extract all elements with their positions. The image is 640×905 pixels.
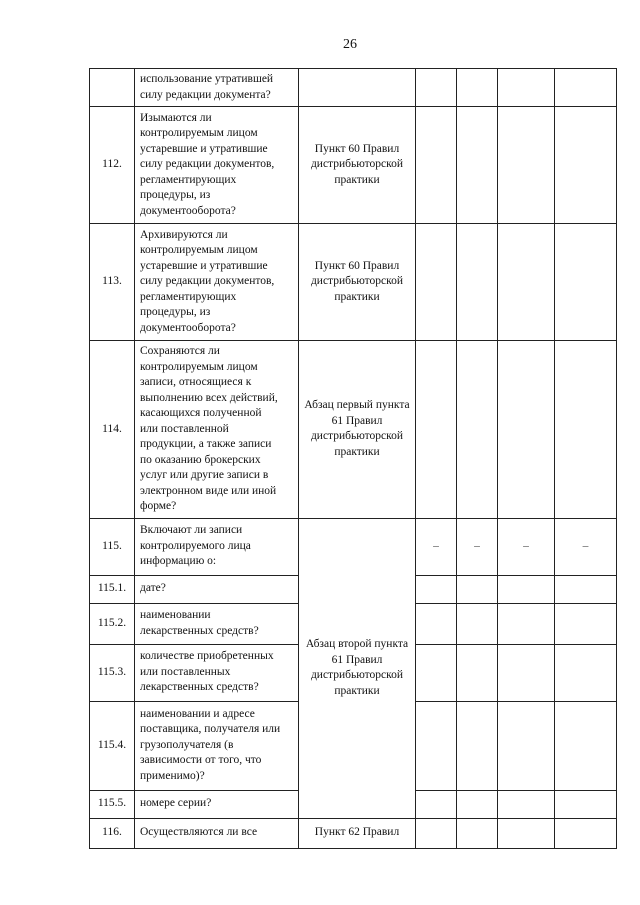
answer-na-cell[interactable] — [498, 341, 555, 519]
answer-na-cell[interactable] — [498, 603, 555, 644]
answer-yes-cell[interactable] — [416, 818, 457, 848]
question-cell: наименовании и адресе поставщика, получателя или грузополучателя (в зависимости от того, что применимо)? — [135, 701, 299, 790]
answer-note-cell[interactable] — [555, 644, 617, 701]
answer-no-cell[interactable] — [457, 818, 498, 848]
row-number: 116. — [90, 818, 135, 848]
table-row — [90, 818, 617, 848]
table-row — [90, 341, 617, 519]
table-row — [90, 224, 617, 341]
answer-yes-cell[interactable] — [416, 224, 457, 341]
reference-cell: Абзац второй пункта 61 Правил дистрибьюторской практики — [299, 518, 416, 818]
reference-cell: Пункт 60 Правил дистрибьюторской практики — [299, 224, 416, 341]
reference-cell: Пункт 60 Правил дистрибьюторской практики — [299, 107, 416, 224]
question-cell: Изымаются ли контролируемым лицом устаревшие и утратившие силу редакции документов, регламентирующих процедуры, из документооборота? — [135, 107, 299, 224]
answer-no-cell[interactable] — [457, 107, 498, 224]
answer-na-cell[interactable] — [498, 701, 555, 790]
answer-note-cell: – — [555, 518, 617, 575]
row-number: 115.1. — [90, 575, 135, 603]
question-cell: Включают ли записи контролируемого лица информацию о: — [135, 518, 299, 575]
answer-na-cell[interactable] — [498, 644, 555, 701]
answer-yes-cell[interactable] — [416, 790, 457, 818]
answer-yes-cell: – — [416, 518, 457, 575]
answer-no-cell[interactable] — [457, 224, 498, 341]
question-cell: номере серии? — [135, 790, 299, 818]
answer-no-cell[interactable] — [457, 603, 498, 644]
answer-no-cell[interactable] — [457, 644, 498, 701]
answer-note-cell[interactable] — [555, 818, 617, 848]
answer-yes-cell[interactable] — [416, 107, 457, 224]
answer-no-cell[interactable] — [457, 69, 498, 107]
row-number: 112. — [90, 107, 135, 224]
row-number: 115.3. — [90, 644, 135, 701]
answer-yes-cell[interactable] — [416, 575, 457, 603]
answer-yes-cell[interactable] — [416, 701, 457, 790]
row-number: 114. — [90, 341, 135, 519]
checklist-table — [89, 68, 617, 849]
answer-note-cell[interactable] — [555, 603, 617, 644]
answer-yes-cell[interactable] — [416, 644, 457, 701]
answer-note-cell[interactable] — [555, 69, 617, 107]
row-number: 113. — [90, 224, 135, 341]
page-number: 26 — [343, 37, 357, 52]
row-number — [90, 69, 135, 107]
answer-na-cell[interactable] — [498, 224, 555, 341]
answer-no-cell: – — [457, 518, 498, 575]
answer-yes-cell[interactable] — [416, 341, 457, 519]
answer-na-cell[interactable] — [498, 107, 555, 224]
answer-na-cell: – — [498, 518, 555, 575]
reference-cell: Абзац первый пункта 61 Правил дистрибьюторской практики — [299, 341, 416, 519]
question-cell: Архивируются ли контролируемым лицом устаревшие и утратившие силу редакции документов, регламентирующих процедуры, из документооборота? — [135, 224, 299, 341]
row-number: 115.5. — [90, 790, 135, 818]
answer-yes-cell[interactable] — [416, 69, 457, 107]
table-row — [90, 518, 617, 575]
answer-na-cell[interactable] — [498, 575, 555, 603]
row-number: 115. — [90, 518, 135, 575]
question-cell: использование утратившей силу редакции документа? — [135, 69, 299, 107]
answer-note-cell[interactable] — [555, 107, 617, 224]
answer-no-cell[interactable] — [457, 575, 498, 603]
question-cell: Осуществляются ли все — [135, 818, 299, 848]
answer-na-cell[interactable] — [498, 790, 555, 818]
answer-note-cell[interactable] — [555, 575, 617, 603]
table-row — [90, 69, 617, 107]
reference-cell — [299, 69, 416, 107]
answer-na-cell[interactable] — [498, 818, 555, 848]
answer-no-cell[interactable] — [457, 790, 498, 818]
row-number: 115.2. — [90, 603, 135, 644]
answer-note-cell[interactable] — [555, 701, 617, 790]
answer-na-cell[interactable] — [498, 69, 555, 107]
answer-yes-cell[interactable] — [416, 603, 457, 644]
row-number: 115.4. — [90, 701, 135, 790]
table-row — [90, 107, 617, 224]
answer-note-cell[interactable] — [555, 224, 617, 341]
answer-note-cell[interactable] — [555, 341, 617, 519]
question-cell: наименовании лекарственных средств? — [135, 603, 299, 644]
reference-cell: Пункт 62 Правил — [299, 818, 416, 848]
answer-note-cell[interactable] — [555, 790, 617, 818]
answer-no-cell[interactable] — [457, 341, 498, 519]
question-cell: Сохраняются ли контролируемым лицом записи, относящиеся к выполнению всех действий, касающихся полученной или поставленной продукции, а также записи по оказанию брокерских услуг или другие записи в электронном виде или иной форме? — [135, 341, 299, 519]
answer-no-cell[interactable] — [457, 701, 498, 790]
question-cell: количестве приобретенных или поставленных лекарственных средств? — [135, 644, 299, 701]
question-cell: дате? — [135, 575, 299, 603]
